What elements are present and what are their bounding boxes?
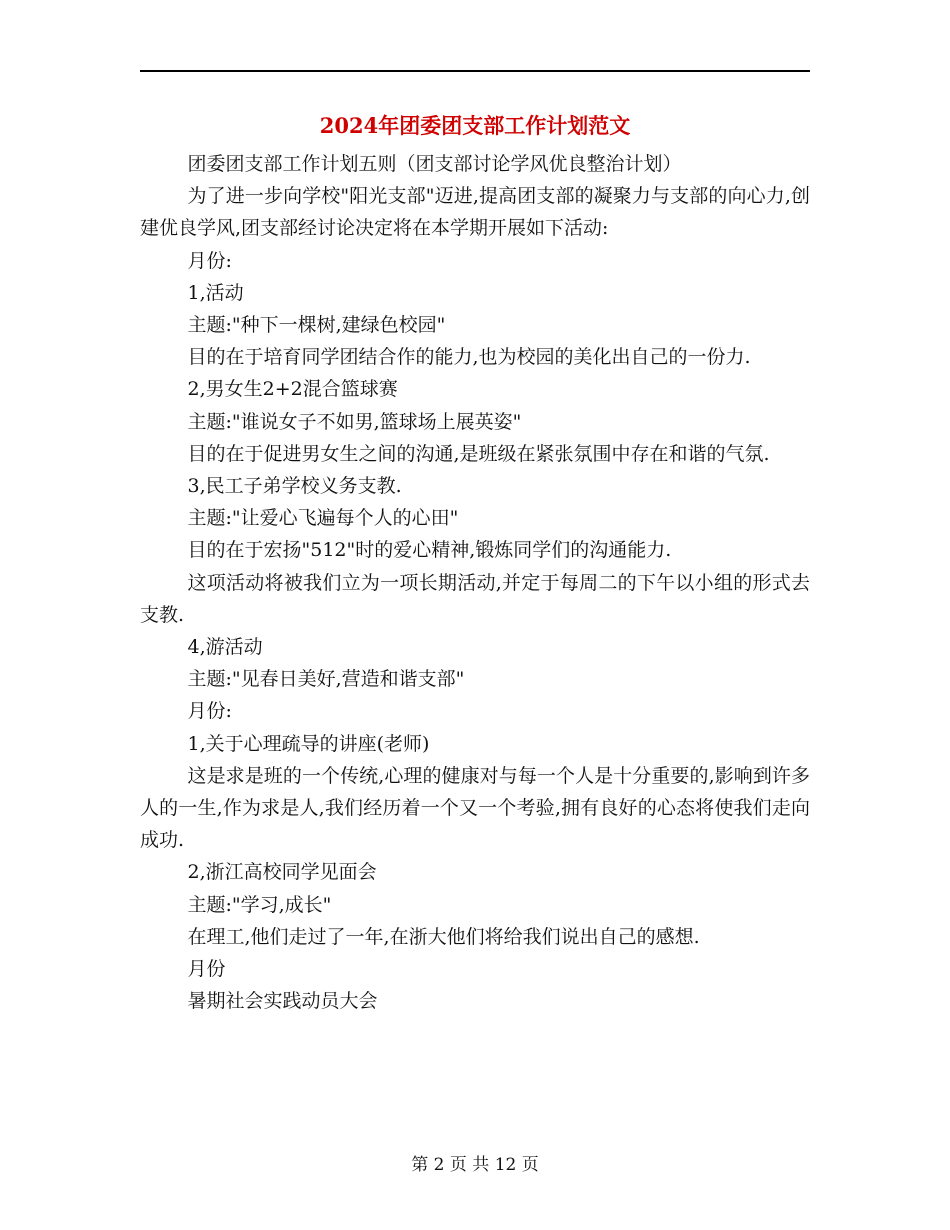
paragraph: 主题:"种下一棵树,建绿色校园" [187, 314, 446, 337]
paragraph: 目的在于宏扬"512"时的爱心精神,锻炼同学们的沟通能力. [187, 539, 672, 562]
paragraph: 月份: [187, 249, 232, 272]
page-number: 第 2 页 共 12 页 [411, 1155, 539, 1175]
paragraph: 这是求是班的一个传统,心理的健康对与每一个人是十分重要的,影响到许多人的一生,作为求是人,我们经历着一个又一个考验,拥有良好的心态将使我们走向成功. [140, 764, 810, 852]
paragraph: 月份: [187, 700, 232, 723]
paragraph: 4,游活动 [187, 636, 263, 659]
paragraph: 主题:"让爱心飞遍每个人的心田" [187, 507, 459, 530]
paragraph: 目的在于促进男女生之间的沟通,是班级在紧张氛围中存在和谐的气氛. [187, 442, 770, 465]
paragraph: 1,关于心理疏导的讲座(老师) [187, 732, 430, 755]
paragraph: 2,浙江高校同学见面会 [187, 861, 377, 884]
document-title: 2024年团委团支部工作计划范文 [319, 113, 631, 138]
paragraph: 主题:"学习,成长" [187, 893, 332, 916]
paragraph: 暑期社会实践动员大会 [187, 990, 378, 1013]
paragraph: 在理工,他们走过了一年,在浙大他们将给我们说出自己的感想. [187, 925, 700, 948]
paragraph: 2,男女生2+2混合篮球赛 [187, 378, 398, 401]
paragraph: 主题:"谁说女子不如男,篮球场上展英姿" [187, 410, 522, 433]
paragraph: 团委团支部工作计划五则（团支部讨论学风优良整治计划） [187, 153, 682, 175]
document-body [140, 148, 810, 1017]
paragraph: 目的在于培育同学团结合作的能力,也为校园的美化出自己的一份力. [187, 346, 751, 369]
paragraph: 月份 [187, 958, 226, 981]
header-rule [140, 70, 810, 72]
paragraph: 3,民工子弟学校义务支教. [187, 475, 402, 498]
paragraph: 主题:"见春日美好,营造和谐支部" [187, 668, 465, 691]
paragraph: 这项活动将被我们立为一项长期活动,并定于每周二的下午以小组的形式去支教. [140, 571, 810, 626]
paragraph: 为了进一步向学校"阳光支部"迈进,提高团支部的凝聚力与支部的向心力,创建优良学风,团支部经讨论决定将在本学期开展如下活动: [140, 185, 810, 240]
paragraph: 1,活动 [187, 281, 244, 304]
